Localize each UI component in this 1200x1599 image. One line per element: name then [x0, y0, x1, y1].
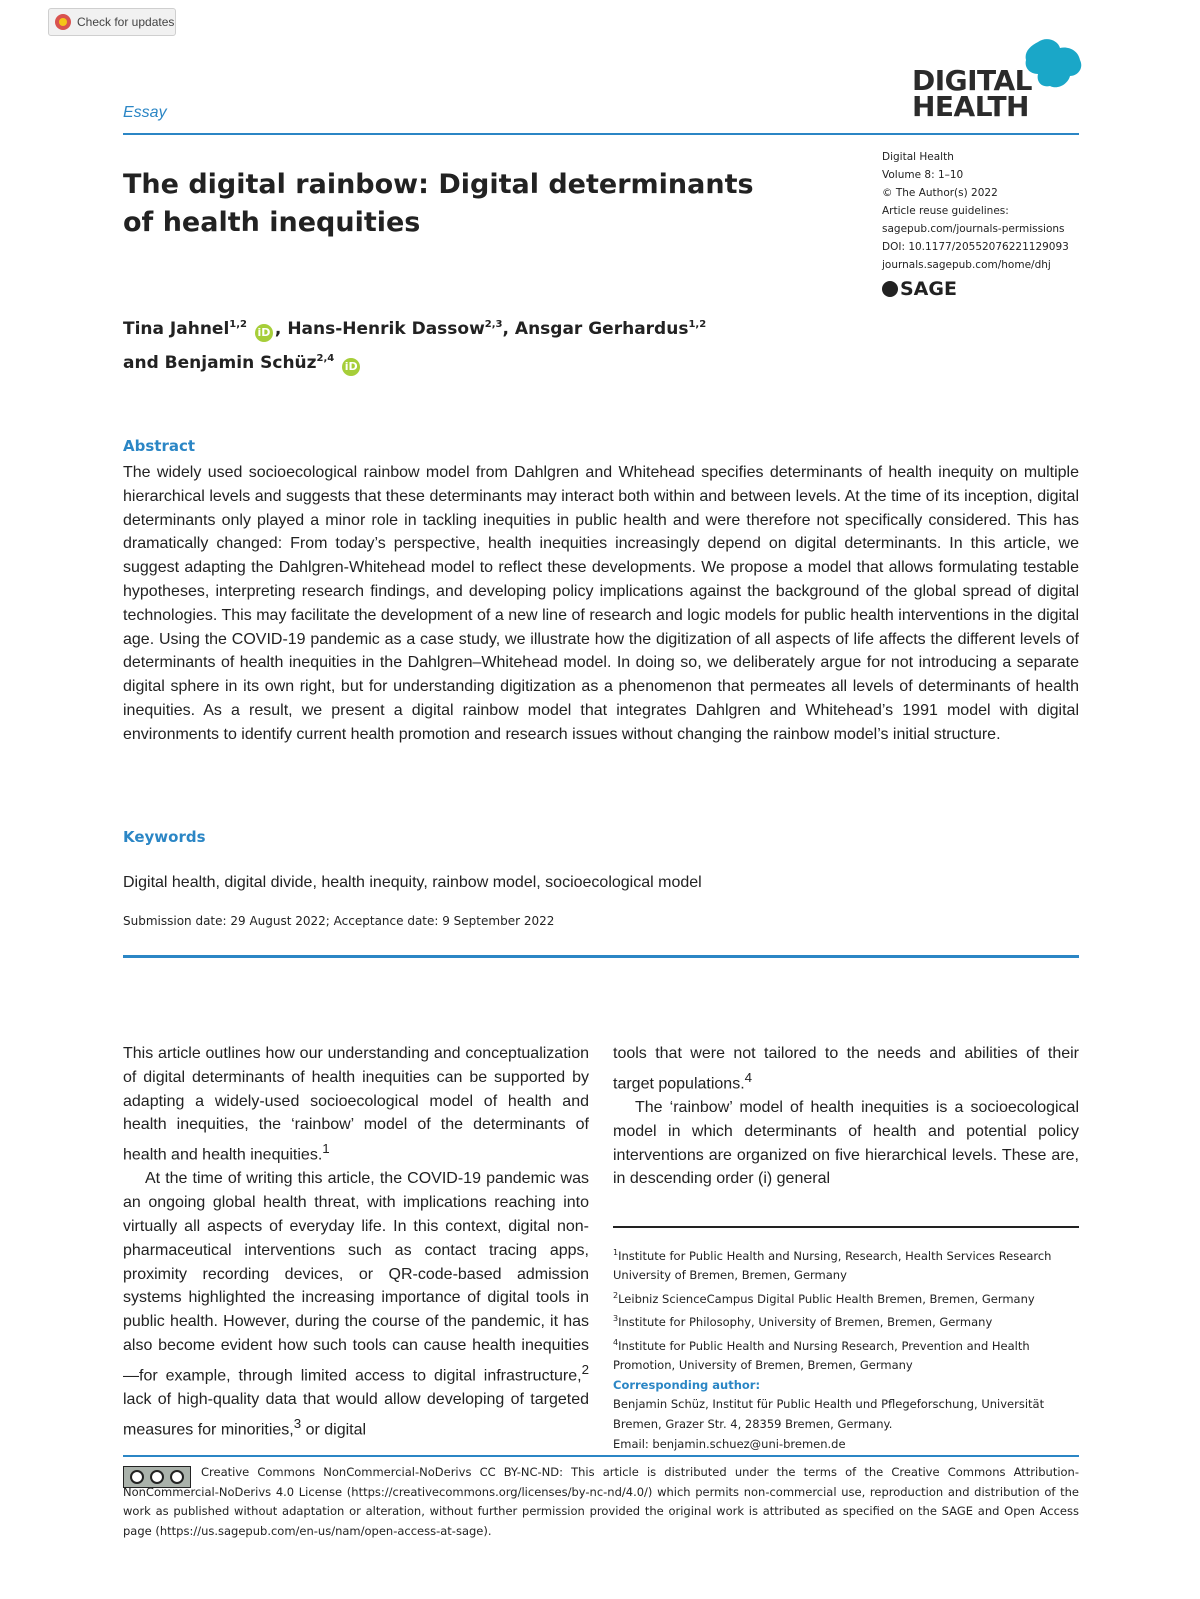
author-name[interactable]: Benjamin Schüz	[164, 353, 317, 373]
body-column-left	[123, 1042, 589, 1442]
journal-logo	[912, 38, 1082, 122]
affiliation-item: $^4$Institute for Public Health and Nursing Research, Prevention and Health Promotion, University of Bremen, Bremen, Germany	[613, 1337, 1030, 1373]
sage-dot-icon	[882, 281, 898, 297]
author-name[interactable]: Tina Jahnel	[123, 319, 230, 339]
check-for-updates-label: Check for updates	[77, 15, 175, 29]
author-affiliation-ref: 2,3	[484, 319, 503, 330]
logo-line-1: DIGITAL	[912, 64, 1032, 97]
doi-link[interactable]: DOI: 10.1177/20552076221129093	[882, 241, 1069, 253]
body-column-right	[613, 1042, 1079, 1191]
affiliation-item: $^3$Institute for Philosophy, University of Bremen, Bremen, Germany	[613, 1314, 993, 1330]
license-divider	[123, 1455, 1079, 1457]
logo-line-2: HEALTH	[912, 90, 1029, 123]
citation-ref[interactable]: 4	[744, 1069, 753, 1085]
publisher-logo	[882, 278, 957, 300]
body-paragraph: tools that were not tailored to the needs and abilities of their target populations.$^4$	[613, 1045, 1079, 1093]
reuse-label: Article reuse guidelines:	[882, 205, 1009, 217]
header-divider	[123, 133, 1079, 135]
corresponding-author-address: Benjamin Schüz, Institut für Public Health und Pflegeforschung, Universität Bremen, Grazer Str. 4, 28359 Bremen, Germany.	[613, 1397, 1045, 1432]
citation-ref[interactable]: 3	[293, 1415, 302, 1431]
body-paragraph: This article outlines how our understanding and conceptualization of digital determinants of health inequities can be supported by adapting a widely-used socioecological model of health and health inequities, the ‘rainbow’ model of the determinants of health and health inequities.$^1$	[123, 1045, 589, 1164]
body-paragraph: The ‘rainbow’ model of health inequities is a socioecological model in which determinants of health and potential policy interventions are organized on five hierarchical levels. These are, in descending order (i) general	[613, 1098, 1079, 1188]
keywords-heading: Keywords	[123, 828, 206, 846]
abstract-heading: Abstract	[123, 437, 196, 455]
publisher-name: SAGE	[900, 278, 957, 300]
orcid-icon[interactable]: iD	[342, 358, 360, 376]
author-name[interactable]: Ansgar Gerhardus	[514, 319, 689, 339]
author-affiliation-ref: 2,4	[316, 353, 335, 364]
citation-ref[interactable]: 1	[322, 1141, 330, 1157]
crossmark-icon	[55, 14, 71, 30]
abstract-divider	[123, 955, 1079, 958]
author-name[interactable]: Hans-Henrik Dassow	[287, 319, 485, 339]
author-list: Tina Jahnel$^{1,2}$ iD , Hans-Henrik Dassow$^{2,3}$, Ansgar Gerhardus$^{1,2}$ and Benjamin Schüz$^{2,4}$ iD	[123, 310, 823, 378]
journal-metadata	[882, 148, 1092, 274]
submission-dates: Submission date: 29 August 2022; Acceptance date: 9 September 2022	[123, 914, 555, 928]
affiliation-item: $^1$Institute for Public Health and Nursing, Research, Health Services Research University of Bremen, Bremen, Germany	[613, 1248, 1052, 1283]
keywords-text: Digital health, digital divide, health inequity, rainbow model, socioecological model	[123, 874, 702, 891]
author-affiliation-ref: 1,2	[229, 319, 247, 330]
citation-ref[interactable]: 2	[581, 1361, 589, 1377]
license-text: Creative Commons NonCommercial-NoDerivs CC BY-NC-ND: This article is distributed under the terms of the Creative Commons Attribution-NonCommercial-NoDerivs 4.0 License (https://creativecommons.org/licenses/by-nc-nd/4.0/) which permits non-commercial use, reproduction and distribution of the work as published without adaptation or alteration, without further permission provided the original work is attributed as specified on the SAGE and Open Access page (https://us.sagepub.com/en-us/nam/open-access-at-sage).	[123, 1465, 1079, 1538]
check-for-updates-button[interactable]	[48, 8, 176, 36]
copyright: © The Author(s) 2022	[882, 187, 998, 199]
reuse-link[interactable]: sagepub.com/journals-permissions	[882, 223, 1065, 235]
article-type: Essay	[123, 104, 167, 121]
corresponding-author-email[interactable]: Email: benjamin.schuez@uni-bremen.de	[613, 1436, 846, 1451]
body-paragraph: At the time of writing this article, the COVID-19 pandemic was an ongoing global health threat, with implications reaching into virtually all aspects of everyday life. In this context, digital non-pharmaceutical interventions such as contact tracing apps, proximity recording devices, or QR-code-based admission systems highlighted the increasing importance of digital tools in public health. However, during the course of the pandemic, it has also become evident how such tools can cause health inequities—for example, through limited access to digital infrastructure,$^2$ lack of high-quality data that would allow developing of targeted measures for minorities,$^3$ or digital	[123, 1170, 589, 1438]
author-affiliation-ref: 1,2	[688, 319, 707, 330]
journal-volume: Volume 8: 1–10	[882, 169, 964, 181]
orcid-icon[interactable]: iD	[255, 324, 273, 342]
corresponding-author-heading: Corresponding author:	[613, 1377, 761, 1392]
article-title: The digital rainbow: Digital determinants of health inequities	[123, 169, 754, 238]
journal-name: Digital Health	[882, 151, 954, 163]
affiliation-item: $^2$Leibniz ScienceCampus Digital Public Health Bremen, Bremen, Germany	[613, 1291, 1035, 1306]
abstract-text: The widely used socioecological rainbow model from Dahlgren and Whitehead specifies determinants of health inequity on multiple hierarchical levels and suggests that these determinants may interact both within and between levels. At the time of its inception, digital determinants only played a minor role in tackling inequities in public health and were therefore not specifically considered. This has dramatically changed: From today’s perspective, health inequities increasingly depend on digital determinants. In this article, we suggest adapting the Dahlgren-Whitehead model to reflect these developments. We propose a model that allows formulating testable hypotheses, interpreting research findings, and developing policy implications against the background of the global spread of digital technologies. This may facilitate the development of a new line of research and logic models for public health interventions in the digital age. Using the COVID-19 pandemic as a case study, we illustrate how the digitization of all aspects of life affects the different levels of determinants of health inequities in the Dahlgren–Whitehead model. In doing so, we deliberately argue for not introducing a separate digital sphere in its own right, but for understanding digitization as a phenomenon that permeates all levels of determinants of health inequities. As a result, we present a digital rainbow model that integrates Dahlgren and Whitehead’s 1991 model with digital environments to identify current health promotion and research issues without changing the rainbow model’s initial structure.	[123, 464, 1079, 743]
affiliations-divider	[613, 1226, 1079, 1228]
affiliations	[613, 1243, 1083, 1454]
journal-link[interactable]: journals.sagepub.com/home/dhj	[882, 259, 1051, 271]
